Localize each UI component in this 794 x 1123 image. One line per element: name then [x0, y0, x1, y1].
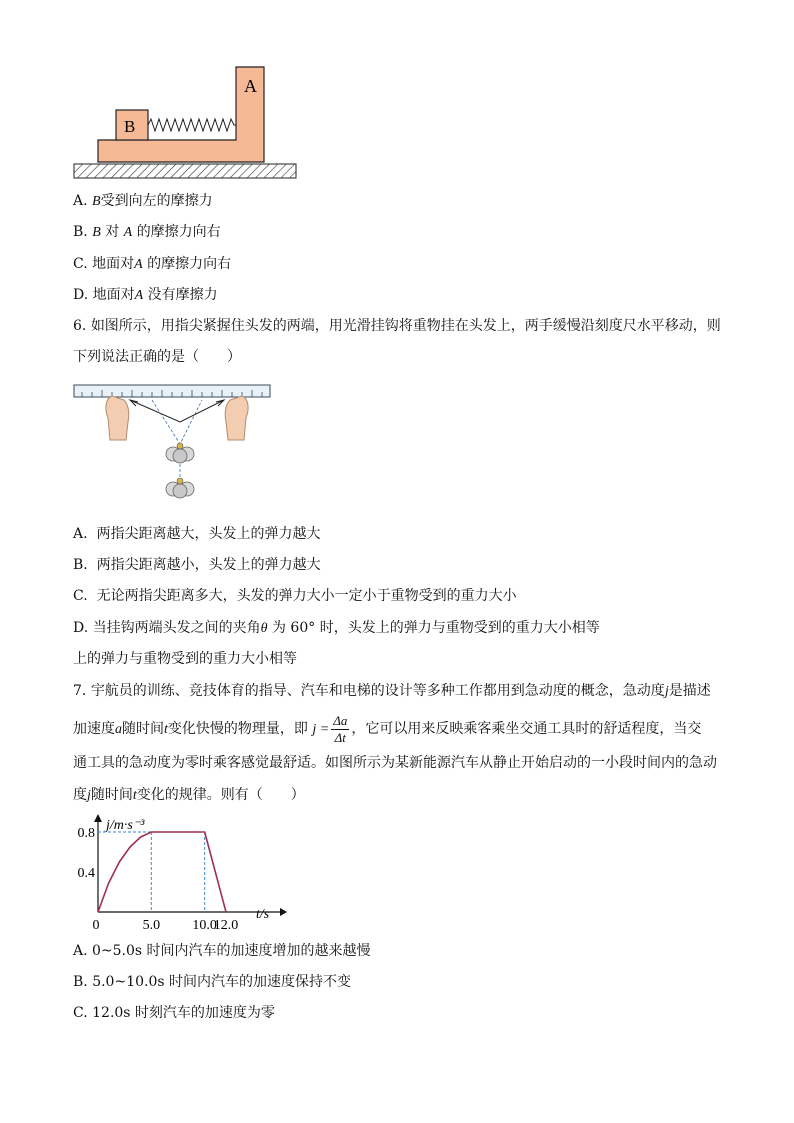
y-axis-arrow	[94, 814, 102, 822]
formula-lhs: j =	[312, 722, 330, 737]
x-tick-label: 12.0	[213, 918, 239, 933]
hair-solid	[130, 400, 224, 422]
label-a: A	[244, 76, 257, 96]
q7-stem-line1: 7. 宇航员的训练、竞技体育的指导、汽车和电梯的设计等多种工作都用到急动度的概念，急动度j是描述	[73, 683, 711, 699]
q6-option-d: D. 当挂钩两端头发之间的夹角θ 为 60° 时，头发上的弹力与重物受到的重力大小相等	[73, 620, 600, 636]
q7-option-c: C. 12.0s 时刻汽车的加速度为零	[73, 1005, 275, 1021]
q5-option-a: A. B受到向左的摩擦力	[73, 193, 213, 209]
y-axis-label: j/m·s⁻³	[106, 818, 145, 833]
q6-stem-line2: 下列说法正确的是（ ）	[73, 349, 241, 365]
weight-lower	[166, 478, 194, 498]
x-tick-label: 0	[92, 918, 100, 933]
q6-stem-line1: 6. 如图所示，用指尖紧握住头发的两端，用光滑挂钩将重物挂在头发上，两手缓慢沿刻度尺水平移动，则	[73, 318, 721, 334]
label-b: B	[124, 117, 136, 136]
jt-chart	[66, 812, 296, 938]
q6-option-c: C. 无论两指尖距离多大，头发的弹力大小一定小于重物受到的重力大小	[73, 588, 517, 604]
q5-figure	[72, 64, 300, 182]
x-axis-arrow	[280, 908, 287, 916]
q6-option-b: B. 两指尖距离越小，头发上的弹力越大	[73, 557, 321, 573]
ground-surface	[74, 164, 296, 178]
weight-upper	[166, 443, 194, 463]
q5-option-c: C. 地面对A 的摩擦力向右	[73, 256, 232, 272]
hair-dashed	[152, 400, 202, 444]
left-hand	[106, 396, 129, 440]
formula-fraction: $\frac{\Delta a}{\Delta t}$	[333, 712, 348, 745]
q6-option-a: A. 两指尖距离越大，头发上的弹力越大	[73, 526, 321, 542]
right-hand	[225, 396, 248, 440]
x-tick-label: 5.0	[142, 918, 161, 933]
arrows	[130, 400, 224, 406]
q7-option-b: B. 5.0~10.0s 时间内汽车的加速度保持不变	[73, 974, 352, 990]
spring	[148, 119, 236, 131]
x-tick-label: 10.0	[192, 918, 217, 933]
x-axis-label: t/s	[256, 907, 270, 922]
q7-stem-line2: 加速度a随时间t变化快慢的物理量，即 j = $\frac{\Delta a}{\Delta t}$ ，它可以用来反映乘客乘坐交通工具时的舒适程度，当交	[73, 712, 702, 745]
y-tick-label: 0.4	[77, 866, 95, 881]
series-line-j	[98, 832, 226, 912]
q6-continuation: 上的弹力与重物受到的重力大小相等	[73, 651, 297, 667]
q5-option-b: B. B 对 A 的摩擦力向右	[73, 224, 221, 240]
q7-option-a: A. 0~5.0s 时间内汽车的加速度增加的越来越慢	[73, 943, 371, 959]
q7-stem-line4: 度j随时间t变化的规律。则有（ ）	[73, 787, 305, 803]
y-tick-label: 0.8	[77, 826, 95, 841]
q5-option-d: D. 地面对A 没有摩擦力	[73, 287, 218, 303]
q6-figure	[72, 382, 276, 506]
q7-stem-line3: 通工具的急动度为零时乘客感觉最舒适。如图所示为某新能源汽车从静止开始启动的一小段时间内的急动	[73, 755, 717, 771]
